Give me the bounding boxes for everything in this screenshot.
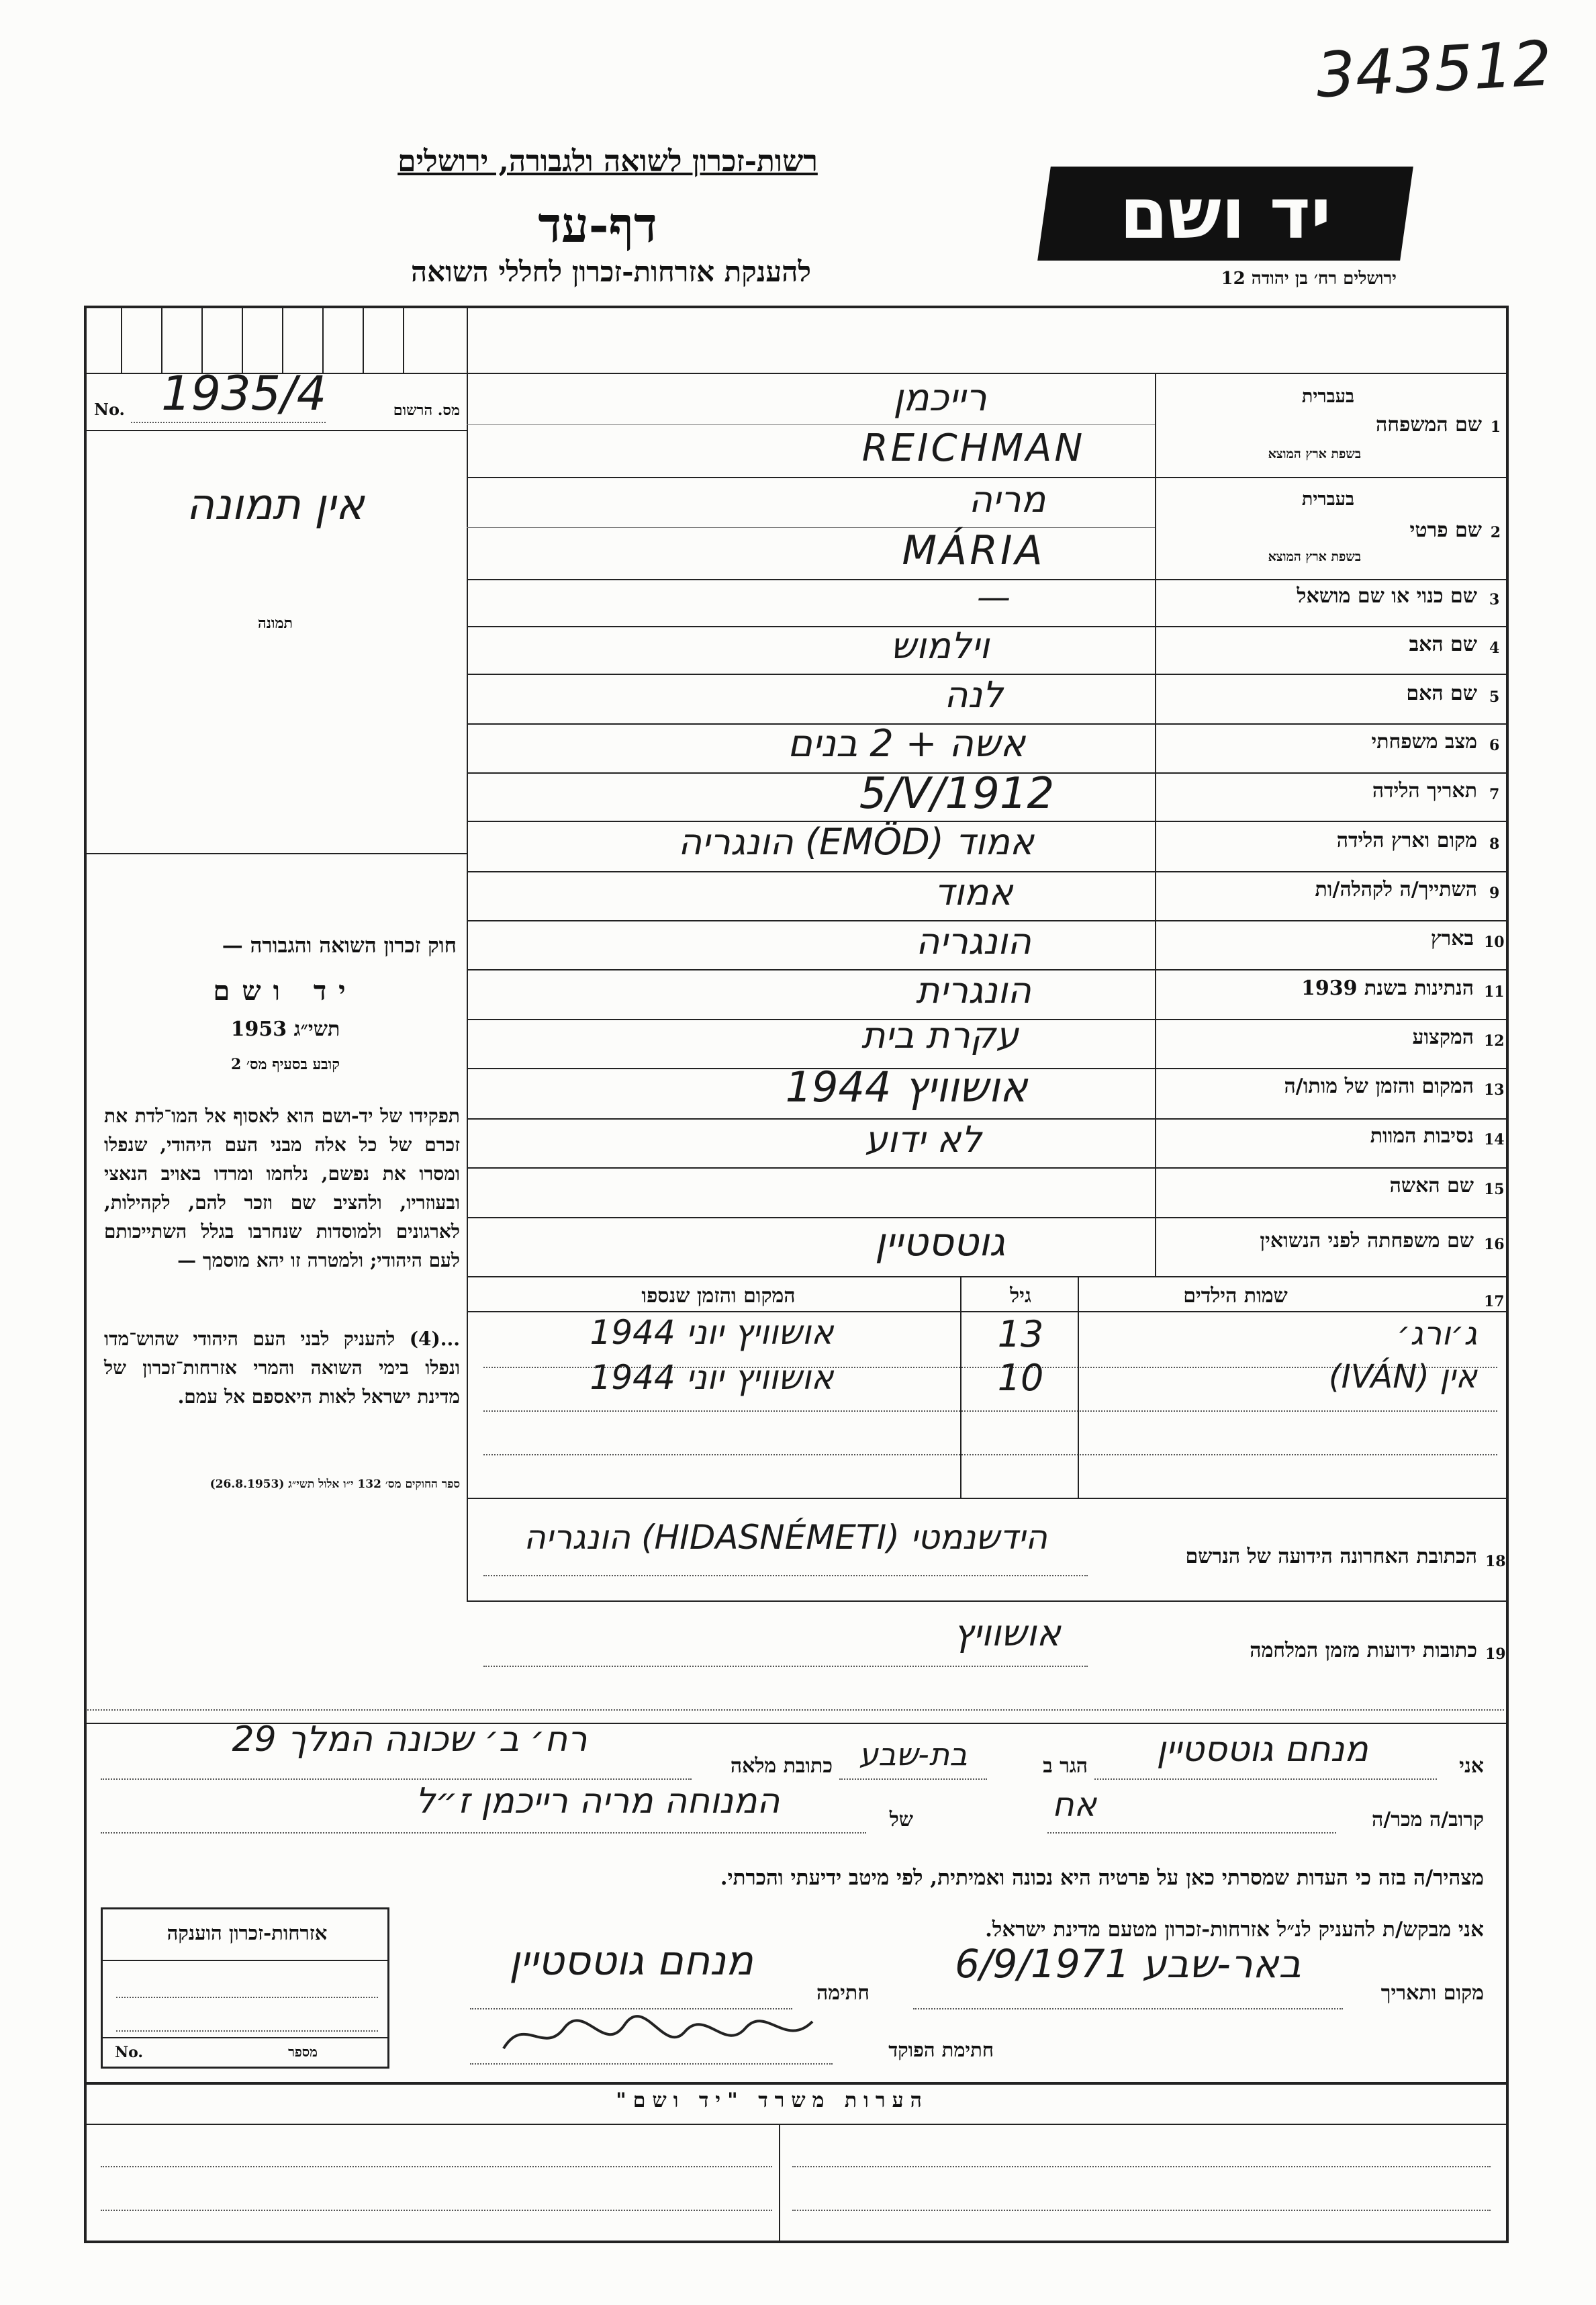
field-14-value[interactable]: לא ידוע	[864, 1118, 982, 1161]
registration-no-label: No.	[94, 400, 125, 419]
children-col-place: המקום והזמן שנספו	[641, 1284, 796, 1308]
decl-statement-2: אני מבקש/ת להעניק לנ״ל אזרחות-זכרון מטעם מדינת ישראל.	[985, 1917, 1484, 1942]
field-4-num: 4	[1489, 639, 1500, 657]
yad-vashem-logo	[1037, 167, 1413, 261]
field-7-label: תאריך הלידה	[1372, 779, 1477, 803]
law-text-1: תפקידו של יד-ושם הוא לאסוף אל המו־לדת את זכרם של כל אלה מבני העם היהודי, שנפלו ומסרו את נפשם, נלחמו ומרדו באויב הנאצי ובעוזריו, ולהציב שם וזכר להם, לקהילות, לארגונים ולמוסדות שנחרבו בגלל השתייכותם לעם היהודי; ולמטרה זו יהא מוסמך —	[104, 1105, 460, 1271]
decl-i-label: אני	[1459, 1754, 1484, 1778]
registration-number: 1935/4	[161, 366, 327, 421]
field-13-value[interactable]: אושוויץ 1944	[785, 1063, 1028, 1112]
citizenship-title: אזרחות-זכרון הוענקה	[167, 1922, 328, 1944]
field-5-value[interactable]: לנה	[944, 674, 1003, 716]
authority-title: רשות-זכרון לשואה ולגבורה, ירושלים	[397, 144, 818, 179]
field-4-value[interactable]: וילמוש	[890, 625, 990, 667]
scribble-icon	[497, 2008, 819, 2062]
field-16-value[interactable]: גוטסטיין	[874, 1219, 1006, 1265]
registration-label: מס. הרשום	[393, 402, 460, 419]
field-6-value[interactable]: אשה + 2 בנים	[787, 722, 1026, 766]
decl-signature-value[interactable]: מנחם גוטסטיין	[509, 1938, 753, 1985]
field-2-value-hebrew[interactable]: מריה	[968, 478, 1046, 521]
field-8-label: מקום וארץ הלידה	[1336, 829, 1477, 852]
field-1-sub-hebrew: בעברית	[1301, 386, 1354, 407]
decl-place-date-label: מקום ותאריך	[1380, 1981, 1484, 2005]
field-16-label: שם משפחתה לפני הנשואין	[1260, 1229, 1474, 1253]
field-2-value-origin[interactable]: MÁRIA	[902, 527, 1045, 574]
field-1-sub-origin: בשפת ארץ המוצא	[1268, 447, 1361, 461]
decl-place-date-value[interactable]: באר-שבע 6/9/1971	[955, 1941, 1301, 1987]
form-title: דף-עד	[538, 196, 657, 253]
address18-num: 18	[1485, 1553, 1506, 1570]
decl-official-label: חתימת הפוקד	[888, 2038, 994, 2061]
citizenship-number-label: מספר	[288, 2044, 318, 2060]
decl-relation-label: קרוב/ה מכר/ה	[1372, 1808, 1484, 1832]
field-11-label: הנתינות בשנת 1939	[1301, 977, 1474, 1000]
field-5-label: שם האם	[1406, 682, 1477, 705]
field-1-label: שם המשפחה	[1375, 413, 1482, 437]
field-9-label: השתייך/ה לקהלה/ות	[1315, 878, 1477, 901]
field-2-sub-origin: בשפת ארץ המוצא	[1268, 549, 1361, 564]
field-2-sub-hebrew: בעברית	[1301, 489, 1354, 510]
logo-text: יד ושם	[1119, 173, 1331, 255]
field-8-value[interactable]: אמוד (EMÖD) הונגריה	[678, 821, 1034, 863]
field-10-value[interactable]: הונגריה	[916, 920, 1031, 962]
field-7-value[interactable]: 5/V/1912	[859, 769, 1055, 819]
field-14-label: נסיבות המוות	[1370, 1124, 1474, 1148]
address18-value[interactable]: הידשנמטי (HIDASNÉMETI) הונגריה	[524, 1518, 1047, 1557]
field-16-num: 16	[1484, 1236, 1505, 1253]
child-1-place[interactable]: אושוויץ יוני 1944	[590, 1313, 834, 1352]
field-13-num: 13	[1484, 1081, 1505, 1099]
official-signature-mark	[497, 2008, 819, 2062]
field-1: 1 שם המשפחה בעברית בשפת ארץ המוצא	[1155, 373, 1509, 477]
address19-value[interactable]: אושוויץ	[953, 1612, 1061, 1654]
decl-lives-label: הגר ב	[1043, 1754, 1088, 1778]
decl-address-value[interactable]: רח׳ ב׳ שכונה המלך 29	[232, 1719, 588, 1760]
decl-address-label: כתובת מלאה	[730, 1754, 833, 1778]
law-year: תשי״ג 1953	[230, 1018, 340, 1041]
decl-relation-value[interactable]: אח	[1051, 1785, 1097, 1824]
law-clause: קובע בסעיף מס׳ 2	[230, 1056, 340, 1073]
law-footnote: ספר החוקים מס׳ 132 י״ו אלול תשי״ג (26.8.1953)	[209, 1478, 460, 1491]
form-subtitle: להענקת אזרחות-זכרון לחללי השואה	[410, 255, 812, 288]
office-notes-title: הערות משרד "יד ושם"	[616, 2089, 929, 2112]
child-1-age[interactable]: 13	[997, 1313, 1044, 1355]
decl-of-label: של	[889, 1808, 913, 1832]
field-14-num: 14	[1484, 1131, 1505, 1148]
field-11-num: 11	[1484, 983, 1505, 1001]
law-name: יד ושם	[213, 975, 358, 1007]
children-col-names: שמות הילדים	[1183, 1284, 1288, 1308]
field-9-num: 9	[1489, 885, 1500, 902]
field-10-label: בארץ	[1430, 927, 1474, 950]
field-15-label: שם האשה	[1389, 1174, 1474, 1197]
field-6-num: 6	[1489, 737, 1500, 754]
field-3-label: שם כנוי או שם מושאל	[1297, 584, 1477, 608]
decl-of-value[interactable]: המנוחה מריה רייכמן ז״ל	[415, 1781, 780, 1821]
address18-label: הכתובת האחרונה הידועה של הנרשם	[1185, 1545, 1477, 1568]
field-7-num: 7	[1489, 786, 1500, 803]
decl-statement-1: מצהיר/ה בזה כי העדות שמסרתי כאן על פרטיה היא נכונה ואמיתית, לפי מיטב ידיעתי והכרתי.	[720, 1866, 1484, 1890]
address19-num: 19	[1485, 1645, 1506, 1663]
law-title: חוק זכרון השואה והגבורה —	[222, 934, 457, 958]
field-11-value[interactable]: הונגרית	[916, 969, 1031, 1011]
field-1-value-origin[interactable]: REICHMAN	[861, 426, 1086, 470]
citizenship-no-label: No.	[115, 2044, 144, 2061]
archive-number: 343512	[1314, 27, 1554, 112]
photo-handwritten: אין תמונה	[186, 480, 365, 530]
field-3-num: 3	[1489, 591, 1500, 608]
field-13-label: המקום והזמן של מותו/ה	[1284, 1075, 1474, 1098]
field-2: 2 שם פרטי בעברית בשפת ארץ המוצא	[1155, 477, 1509, 579]
field-9-value[interactable]: אמוד	[934, 871, 1013, 913]
field-8-num: 8	[1489, 835, 1500, 853]
logo-address: ירושלים רח׳ בן יהודה 12	[1221, 269, 1397, 289]
field-12-value[interactable]: עקרת בית	[861, 1014, 1019, 1056]
decl-i-value[interactable]: מנחם גוטסטיין	[1156, 1729, 1368, 1770]
child-2-age[interactable]: 10	[997, 1357, 1044, 1399]
photo-label: תמונה	[258, 615, 293, 632]
field-10-num: 10	[1484, 934, 1505, 951]
field-2-label: שם פרטי	[1409, 518, 1482, 542]
citizenship-box	[101, 1907, 389, 2069]
field-3-value[interactable]: —	[977, 578, 1011, 617]
field-1-value-hebrew[interactable]: רייכמן	[893, 376, 987, 420]
field-12-label: המקצוע	[1412, 1026, 1474, 1049]
children-col-age: גיל	[1010, 1284, 1031, 1308]
field-6-label: מצב משפחתי	[1371, 730, 1477, 754]
field-12-num: 12	[1484, 1032, 1505, 1050]
children-num: 17	[1484, 1293, 1505, 1310]
field-15-num: 15	[1484, 1181, 1505, 1198]
decl-signature-label: חתימה	[816, 1981, 870, 2005]
field-4-label: שם האב	[1409, 633, 1477, 656]
child-2-name[interactable]: אין (IVÁN)	[1328, 1358, 1477, 1396]
address19-label: כתובות ידועות מזמן המלחמה	[1250, 1639, 1477, 1662]
law-text-2: ...(4) להעניק לבני העם היהודי שהוש־מדו ונפלו בימי השואה והמרי אזרחות־זכרון של מדינת ישראל לאות היאספם אל עמם.	[104, 1328, 460, 1408]
child-1-name[interactable]: ג׳ורג׳	[1397, 1315, 1477, 1353]
field-5-num: 5	[1489, 688, 1500, 706]
decl-lives-value[interactable]: בת-שבע	[859, 1736, 968, 1772]
child-2-place[interactable]: אושוויץ יוני 1944	[590, 1358, 834, 1397]
